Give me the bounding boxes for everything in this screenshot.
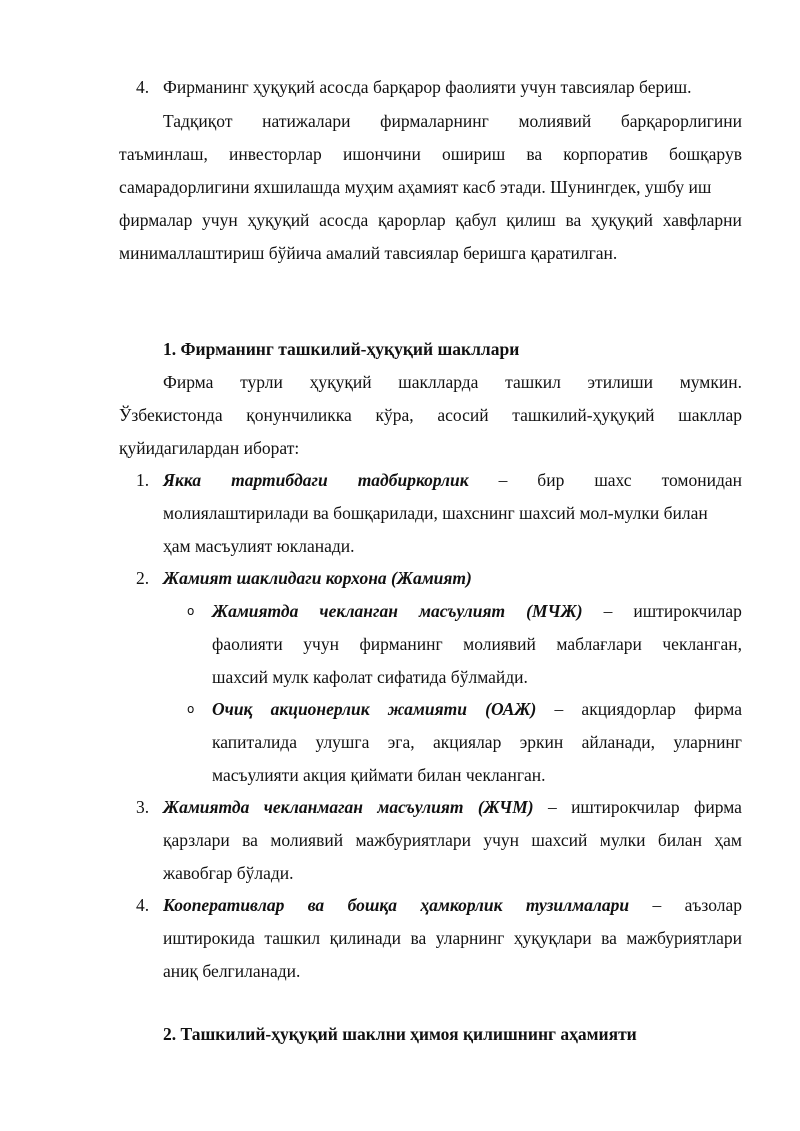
word: эга, xyxy=(387,732,415,752)
word: мажбуриятлари xyxy=(355,830,471,850)
word: асосда xyxy=(319,210,369,230)
sublist-item-line: шахсий мулк кафолат сифатида бўлмайди. xyxy=(212,667,528,687)
bullet-marker: o xyxy=(187,604,195,618)
word: қилинади xyxy=(329,928,401,948)
word: билан xyxy=(657,830,702,850)
word: Жамиятда xyxy=(212,601,299,621)
list-number: 1. xyxy=(136,470,150,490)
word: (МЧЖ) xyxy=(526,601,583,621)
word: иштирокчилар xyxy=(571,797,680,817)
word: Ўзбекистонда xyxy=(119,405,223,425)
word: учун xyxy=(483,830,520,850)
list-item-line xyxy=(163,927,742,949)
word: қарзлари xyxy=(163,830,230,850)
word: инвесторлар xyxy=(229,144,322,164)
word: қарорлар xyxy=(378,210,446,230)
word: тадбиркорлик xyxy=(357,470,469,490)
word: ишончини xyxy=(342,144,421,164)
list-item-line: молиялаштирилади ва бошқарилади, шахснинг шахсий мол-мулки билан xyxy=(163,503,708,523)
word: ҳуқуқий xyxy=(247,210,310,230)
list-number: 4. xyxy=(136,77,150,97)
word: ташкил xyxy=(505,372,561,392)
word: уларнинг xyxy=(435,928,505,948)
word: қилиш xyxy=(506,210,556,230)
word: бир xyxy=(537,470,565,490)
word: этилиши xyxy=(587,372,653,392)
word: фирма xyxy=(694,797,742,817)
word: акционерлик xyxy=(270,699,370,719)
word: ҳамкорлик xyxy=(420,895,503,915)
word: фирма xyxy=(694,699,742,719)
word: мулки xyxy=(599,830,646,850)
word: уларнинг xyxy=(673,732,742,752)
word: хавфларни xyxy=(662,210,742,230)
list-item-line xyxy=(163,894,742,916)
word: акциядорлар xyxy=(581,699,676,719)
word: таъминлаш, xyxy=(119,144,208,164)
paragraph-line xyxy=(119,143,742,165)
word: ва xyxy=(410,928,427,948)
word: қонунчиликка xyxy=(246,405,352,425)
word: ва xyxy=(242,830,258,850)
word: молиявий xyxy=(518,111,592,131)
word: (ОАЖ) xyxy=(485,699,537,719)
sublist-item-line: масъулияти акция қиймати билан чекланган. xyxy=(212,765,546,785)
paragraph-line xyxy=(163,371,742,393)
section-heading: 2. Ташкилий-ҳуқуқий шаклни ҳимоя қилишнинг аҳамияти xyxy=(163,1024,637,1044)
word: эркин xyxy=(519,732,564,752)
sublist-item-line xyxy=(212,698,742,720)
list-number: 2. xyxy=(136,568,150,588)
word: турли xyxy=(240,372,283,392)
paragraph-line: минималлаштириш бўйича амалий тавсиялар беришга қаратилган. xyxy=(119,243,618,263)
list-item-line: жавобгар бўлади. xyxy=(163,863,294,883)
word: маблағлари xyxy=(556,634,642,654)
list-item-text: Фирманинг ҳуқуқий асосда барқарор фаолияти учун тавсиялар бериш. xyxy=(163,77,692,97)
paragraph-line: самарадорлигини яхшилашда муҳим аҳамият касб этади. Шунингдек, ушбу иш xyxy=(119,177,712,197)
word: капиталида xyxy=(212,732,298,752)
word: ташкил xyxy=(264,928,321,948)
word: шахсий xyxy=(531,830,588,850)
sublist-item-line xyxy=(212,731,742,753)
word: фирманинг xyxy=(359,634,443,654)
word: иштирокчилар xyxy=(633,601,742,621)
word: шакллар xyxy=(678,405,742,425)
word: – xyxy=(652,895,662,915)
word: чекланган xyxy=(319,601,398,621)
list-number: 4. xyxy=(136,895,150,915)
word: ва xyxy=(565,210,582,230)
word: кўра, xyxy=(375,405,414,425)
word: қабул xyxy=(455,210,497,230)
word: Тадқиқот xyxy=(163,111,233,131)
word: ҳам xyxy=(714,830,742,850)
paragraph-line xyxy=(119,209,742,231)
word: ва xyxy=(526,144,543,164)
section-heading: 1. Фирманинг ташкилий-ҳуқуқий шакллари xyxy=(163,339,520,359)
word: шахс xyxy=(594,470,632,490)
word: Жамиятда xyxy=(163,797,250,817)
sublist-item-line xyxy=(212,633,742,655)
word: акциялар xyxy=(433,732,502,752)
word: фаолияти xyxy=(212,634,283,654)
word: ва xyxy=(601,928,617,948)
word: Кооперативлар xyxy=(163,895,285,915)
list-item-line xyxy=(163,829,742,851)
word: ҳуқуқий xyxy=(309,372,372,392)
word: чекланган, xyxy=(662,634,742,654)
sublist-item-line xyxy=(212,600,742,622)
word: чекланмаган xyxy=(263,797,364,817)
word: томонидан xyxy=(661,470,742,490)
word: – xyxy=(547,797,557,817)
list-item-title: Жамият шаклидаги корхона (Жамият) xyxy=(163,568,472,588)
word: (ЖЧМ) xyxy=(477,797,534,817)
word: ҳуқуқий xyxy=(590,210,653,230)
word: мажбуриятлари xyxy=(626,928,742,948)
list-item-line: ҳам масъулият юкланади. xyxy=(163,536,355,556)
word: барқарорлигини xyxy=(620,111,742,131)
word: иштирокида xyxy=(163,928,255,948)
list-item-line xyxy=(163,469,742,491)
word: асосий xyxy=(437,405,489,425)
bullet-marker: o xyxy=(187,702,195,716)
word: – xyxy=(498,470,508,490)
paragraph-line xyxy=(163,110,742,132)
word: Очиқ xyxy=(212,699,253,719)
word: шаклларда xyxy=(398,372,479,392)
word: учун xyxy=(202,210,238,230)
word: – xyxy=(554,699,564,719)
word: жамияти xyxy=(387,699,467,719)
word: натижалари xyxy=(262,111,351,131)
word: мумкин. xyxy=(679,372,742,392)
word: Якка xyxy=(163,470,202,490)
list-item-line xyxy=(163,796,742,818)
word: бошқарув xyxy=(669,144,742,164)
word: улушга xyxy=(315,732,370,752)
word: масъулият xyxy=(377,797,464,817)
word: – xyxy=(603,601,613,621)
word: масъулият xyxy=(418,601,506,621)
word: ошириш xyxy=(441,144,506,164)
word: молиявий xyxy=(463,634,536,654)
paragraph-line xyxy=(119,404,742,426)
list-item-line: аниқ белгиланади. xyxy=(163,961,301,981)
list-number: 3. xyxy=(136,797,150,817)
word: фирмалар xyxy=(119,210,193,230)
word: ва xyxy=(307,895,325,915)
paragraph-line: қуйидагилардан иборат: xyxy=(119,438,300,458)
word: ташкилий-ҳуқуқий xyxy=(512,405,655,425)
word: тартибдаги xyxy=(231,470,328,490)
word: молиявий xyxy=(270,830,344,850)
word: тузилмалари xyxy=(525,895,630,915)
word: корпоратив xyxy=(563,144,648,164)
word: ҳуқуқлари xyxy=(513,928,592,948)
word: учун xyxy=(303,634,339,654)
word: аъзолар xyxy=(684,895,742,915)
word: айланади, xyxy=(581,732,656,752)
word: фирмаларнинг xyxy=(380,111,489,131)
word: бошқа xyxy=(347,895,398,915)
word: Фирма xyxy=(163,372,214,392)
